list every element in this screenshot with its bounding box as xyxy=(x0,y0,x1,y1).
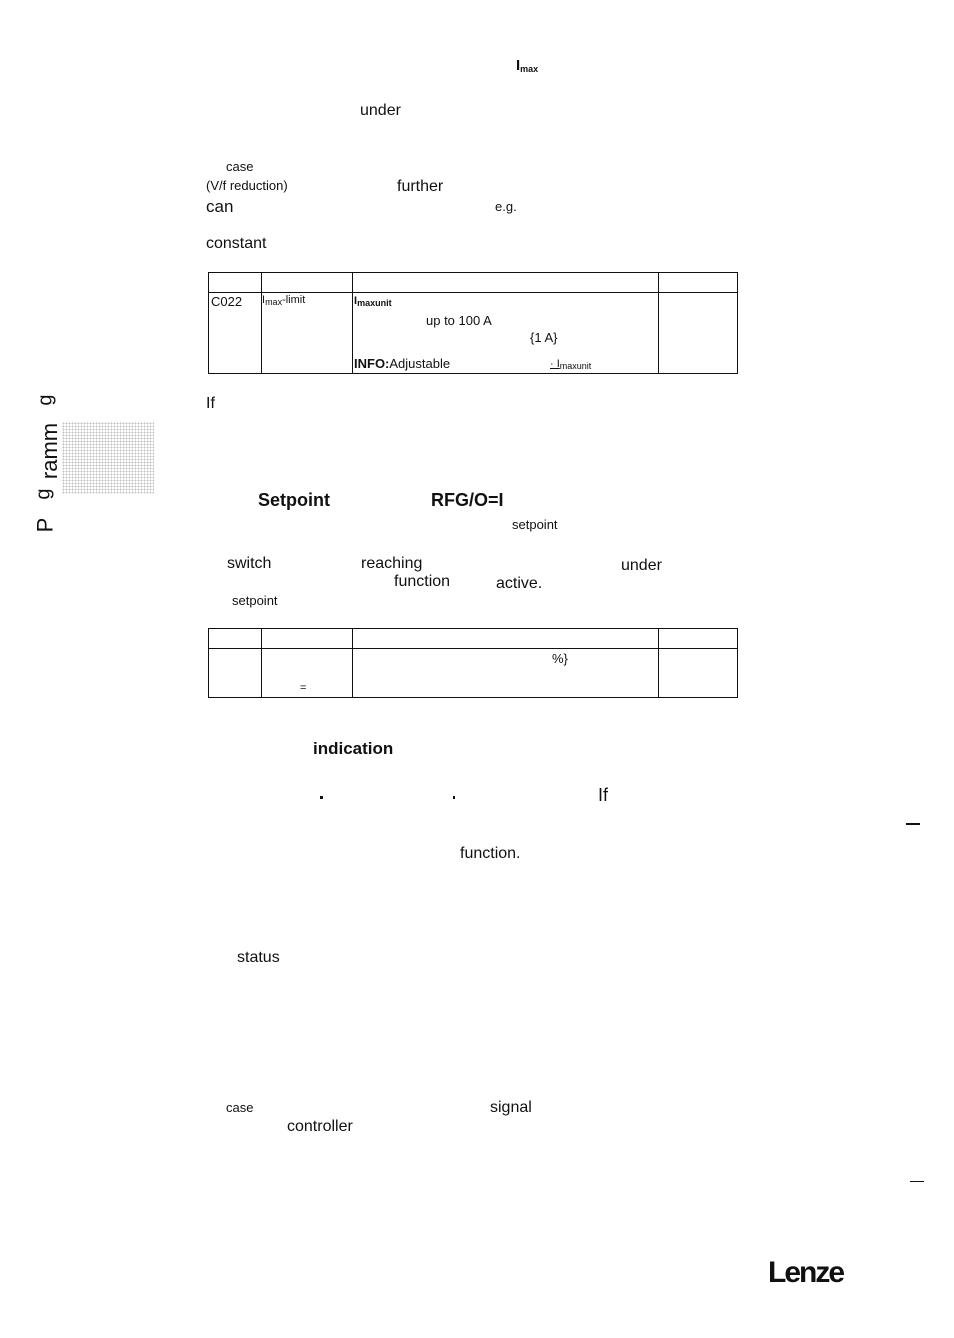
margin-mark-1 xyxy=(906,823,920,825)
text-case-1: case xyxy=(226,159,254,174)
imax-heading xyxy=(516,58,538,74)
table2-eq: = xyxy=(300,682,307,694)
text-setpoint-3: setpoint xyxy=(232,593,278,608)
side-letters-ramm: ramm xyxy=(37,422,63,480)
screened-pattern-area xyxy=(62,422,154,494)
text-further: further xyxy=(397,178,444,195)
setpoint-heading: Setpoint xyxy=(258,490,330,510)
parameter-table-2 xyxy=(208,628,738,698)
dot-mark-2 xyxy=(453,796,455,799)
side-letter-g1: g xyxy=(34,394,57,406)
text-under-2: under xyxy=(621,557,662,574)
table1-name xyxy=(262,295,305,307)
text-signal: signal xyxy=(490,1099,532,1116)
rfg-heading: RFG/O=I xyxy=(431,490,504,510)
text-if-2: If xyxy=(598,785,609,805)
table1-info xyxy=(354,357,450,370)
text-status: status xyxy=(237,949,280,966)
text-controller: controller xyxy=(287,1118,353,1135)
indication-heading: indication xyxy=(313,739,394,758)
text-case-2: case xyxy=(226,1100,254,1115)
margin-mark-2 xyxy=(910,1181,924,1182)
side-letter-p: P xyxy=(32,517,58,533)
table1-info-tail xyxy=(550,359,591,371)
table1-name-main: I xyxy=(262,294,266,306)
text-switch: switch xyxy=(227,555,272,572)
text-function-2: function. xyxy=(460,845,521,862)
table1-name-sub: max xyxy=(265,297,283,307)
table1-unit-sub: maxunit xyxy=(357,298,392,308)
text-setpoint-2: setpoint xyxy=(512,517,558,532)
imax-heading-sub: max xyxy=(520,64,539,74)
table1-step: {1 A} xyxy=(530,330,558,345)
lenze-logo: Lenze xyxy=(768,1256,844,1289)
text-constant: constant xyxy=(206,235,267,252)
table1-range: up to 100 A xyxy=(426,313,492,328)
text-function-1: function xyxy=(394,573,451,590)
text-active: active. xyxy=(496,575,543,592)
text-can: can xyxy=(206,197,234,216)
text-reaching: reaching xyxy=(361,555,423,572)
dot-mark-1 xyxy=(320,796,323,799)
imax-heading-main: I xyxy=(516,57,521,74)
table1-info-tail-sub: maxunit xyxy=(559,361,592,371)
table1-unit-main: I xyxy=(354,295,358,307)
side-letter-g2: g xyxy=(32,488,55,500)
text-if-1: If xyxy=(206,395,215,412)
table1-name-suffix: -limit xyxy=(282,294,306,306)
table1-code: C022 xyxy=(211,294,243,309)
table1-info-text: Adjustable xyxy=(389,356,451,371)
text-vf-reduction: (V/f reduction) xyxy=(206,178,288,193)
table1-unit xyxy=(354,296,392,308)
table1-info-tail-main: · I xyxy=(550,358,560,370)
text-eg: e.g. xyxy=(495,199,517,214)
table2-percent: %} xyxy=(552,651,568,666)
table1-info-label: INFO: xyxy=(354,356,390,371)
text-under-1: under xyxy=(360,102,401,119)
